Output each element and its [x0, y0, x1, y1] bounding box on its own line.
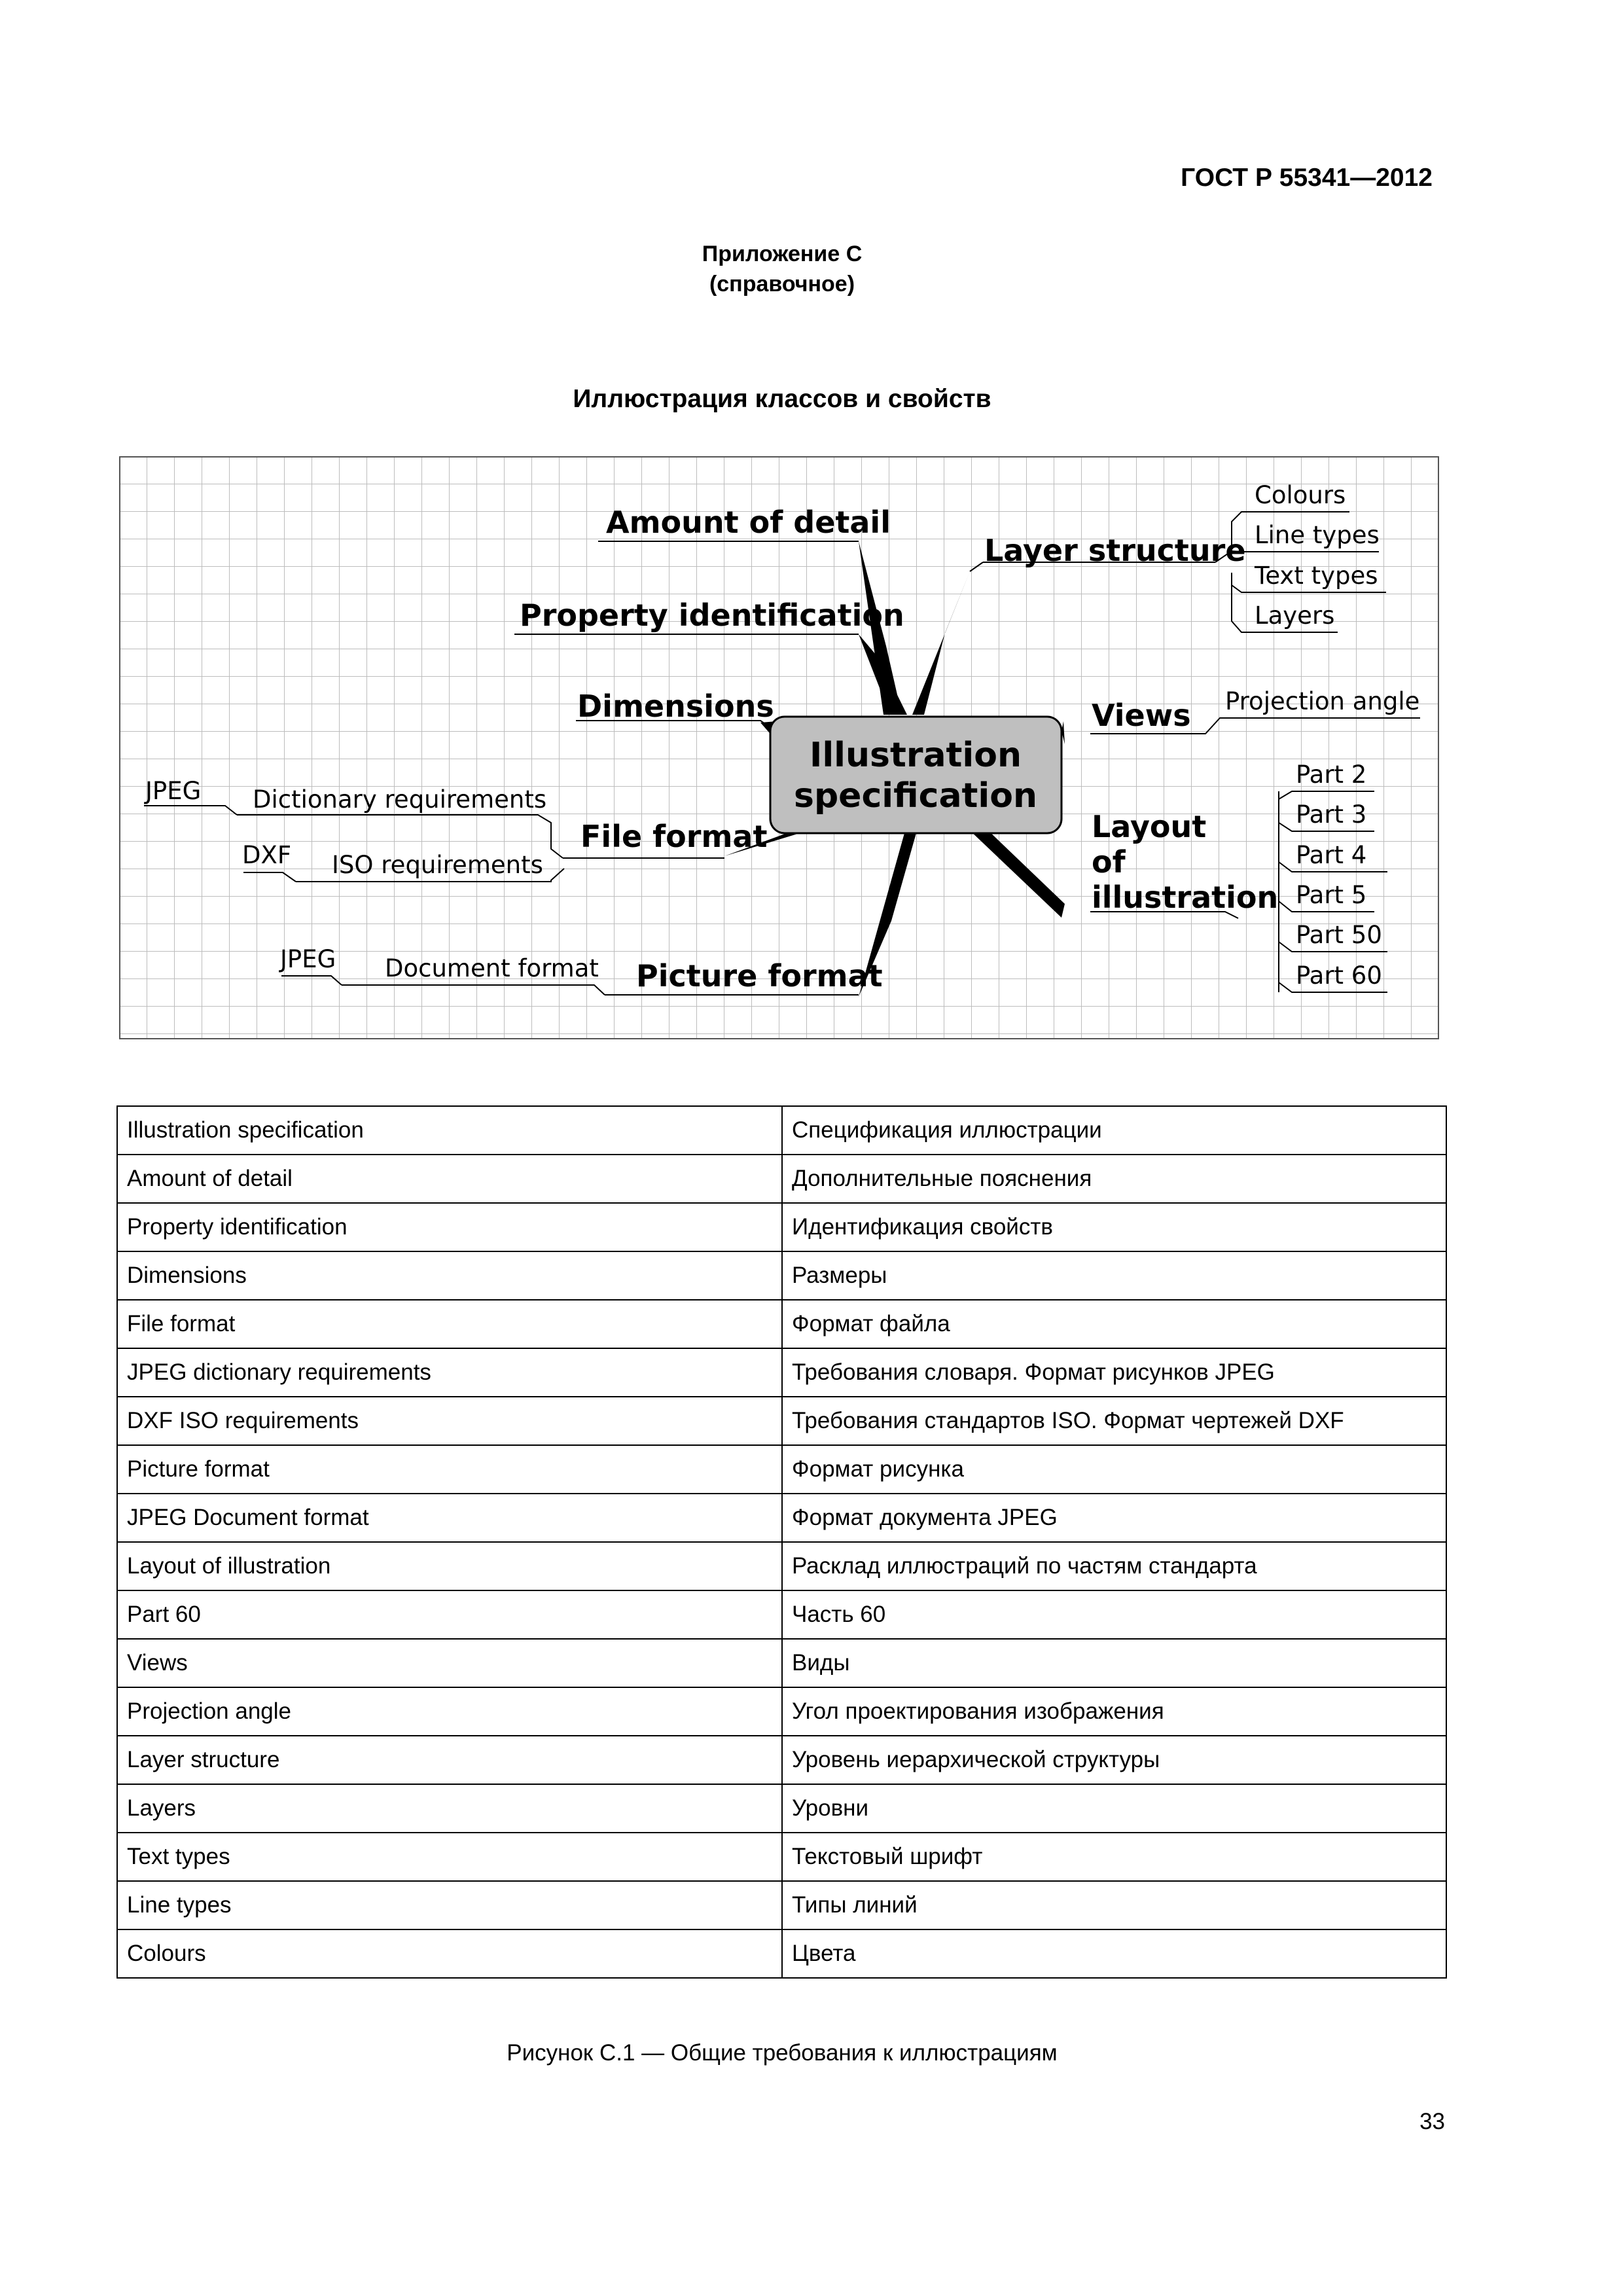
term-russian: Дополнительные пояснения — [782, 1155, 1446, 1203]
node-part-3: Part 3 — [1296, 800, 1367, 829]
node-colours: Colours — [1255, 481, 1346, 509]
term-english: Text types — [117, 1833, 782, 1881]
center-node — [770, 717, 1061, 833]
term-russian: Идентификация свойств — [782, 1203, 1446, 1251]
node-layout-line2: of — [1092, 844, 1126, 880]
term-english: Layer structure — [117, 1736, 782, 1784]
table-row — [117, 1203, 1446, 1251]
appendix-title: Приложение С — [702, 242, 863, 266]
node-part-5: Part 5 — [1296, 881, 1367, 909]
term-english: Line types — [117, 1881, 782, 1929]
node-property-identification: Property identification — [520, 598, 904, 633]
term-english: Amount of detail — [117, 1155, 782, 1203]
node-layout-line1: Layout — [1092, 809, 1207, 844]
term-russian: Текстовый шрифт — [782, 1833, 1446, 1881]
terms-table — [116, 1105, 1447, 1979]
figure-caption: Рисунок С.1 — Общие требования к иллюстрациям — [507, 2040, 1058, 2066]
node-layer-structure: Layer structure — [984, 533, 1246, 568]
term-russian: Требования словаря. Формат рисунков JPEG — [782, 1348, 1446, 1397]
table-row — [117, 1929, 1446, 1978]
term-english: Dimensions — [117, 1251, 782, 1300]
standard-code: ГОСТ Р 55341—2012 — [1181, 164, 1433, 192]
term-english: Property identification — [117, 1203, 782, 1251]
table-row — [117, 1590, 1446, 1639]
node-dictionary-requirements: Dictionary requirements — [253, 785, 547, 814]
term-english: Layers — [117, 1784, 782, 1833]
node-jpeg-document: JPEG — [280, 945, 336, 973]
table-row — [117, 1687, 1446, 1736]
table-row — [117, 1639, 1446, 1687]
term-english: Views — [117, 1639, 782, 1687]
term-russian: Уровни — [782, 1784, 1446, 1833]
node-part-4: Part 4 — [1296, 841, 1367, 869]
node-layers: Layers — [1255, 601, 1335, 630]
table-row — [117, 1736, 1446, 1784]
term-english: Projection angle — [117, 1687, 782, 1736]
term-russian: Требования стандартов ISO. Формат чертежей DXF — [782, 1397, 1446, 1445]
term-russian: Формат файла — [782, 1300, 1446, 1348]
table-row — [117, 1542, 1446, 1590]
table-row — [117, 1397, 1446, 1445]
term-russian: Уровень иерархической структуры — [782, 1736, 1446, 1784]
node-text-types: Text types — [1255, 562, 1378, 590]
table-row — [117, 1155, 1446, 1203]
term-english: Colours — [117, 1929, 782, 1978]
figure-heading: Иллюстрация классов и свойств — [573, 385, 991, 413]
table-row — [117, 1881, 1446, 1929]
table-row — [117, 1251, 1446, 1300]
table-row — [117, 1106, 1446, 1155]
term-russian: Формат рисунка — [782, 1445, 1446, 1494]
appendix-subtitle: (справочное) — [709, 272, 855, 296]
term-russian: Типы линий — [782, 1881, 1446, 1929]
term-english: Picture format — [117, 1445, 782, 1494]
node-line-types: Line types — [1255, 521, 1380, 549]
table-row — [117, 1348, 1446, 1397]
node-iso-requirements: ISO requirements — [332, 851, 543, 879]
term-russian: Расклад иллюстраций по частям стандарта — [782, 1542, 1446, 1590]
table-row — [117, 1494, 1446, 1542]
term-english: JPEG dictionary requirements — [117, 1348, 782, 1397]
table-row — [117, 1300, 1446, 1348]
center-node-line2: specification — [794, 776, 1037, 816]
node-projection-angle: Projection angle — [1225, 687, 1420, 715]
node-dimensions: Dimensions — [577, 689, 774, 724]
appendix-heading — [0, 239, 1564, 299]
node-dxf: DXF — [242, 841, 292, 869]
term-english: JPEG Document format — [117, 1494, 782, 1542]
term-russian: Размеры — [782, 1251, 1446, 1300]
term-russian: Часть 60 — [782, 1590, 1446, 1639]
node-amount-of-detail: Amount of detail — [606, 505, 891, 540]
table-row — [117, 1833, 1446, 1881]
node-jpeg-dictionary: JPEG — [145, 777, 202, 805]
term-russian: Спецификация иллюстрации — [782, 1106, 1446, 1155]
term-english: Layout of illustration — [117, 1542, 782, 1590]
node-layout-line3: illustration — [1092, 880, 1279, 915]
mindmap-diagram — [119, 456, 1439, 1039]
term-russian: Цвета — [782, 1929, 1446, 1978]
node-views: Views — [1092, 698, 1191, 733]
page-number: 33 — [1419, 2109, 1445, 2134]
term-russian: Виды — [782, 1639, 1446, 1687]
term-english: DXF ISO requirements — [117, 1397, 782, 1445]
node-picture-format: Picture format — [636, 958, 883, 994]
node-part-2: Part 2 — [1296, 761, 1367, 789]
table-row — [117, 1445, 1446, 1494]
term-english: Part 60 — [117, 1590, 782, 1639]
node-part-60: Part 60 — [1296, 961, 1382, 990]
table-row — [117, 1784, 1446, 1833]
term-russian: Угол проектирования изображения — [782, 1687, 1446, 1736]
node-file-format: File format — [580, 819, 768, 854]
term-english: Illustration specification — [117, 1106, 782, 1155]
node-document-format: Document format — [385, 954, 599, 982]
term-russian: Формат документа JPEG — [782, 1494, 1446, 1542]
node-part-50: Part 50 — [1296, 921, 1382, 949]
term-english: File format — [117, 1300, 782, 1348]
center-node-line1: Illustration — [810, 736, 1022, 775]
